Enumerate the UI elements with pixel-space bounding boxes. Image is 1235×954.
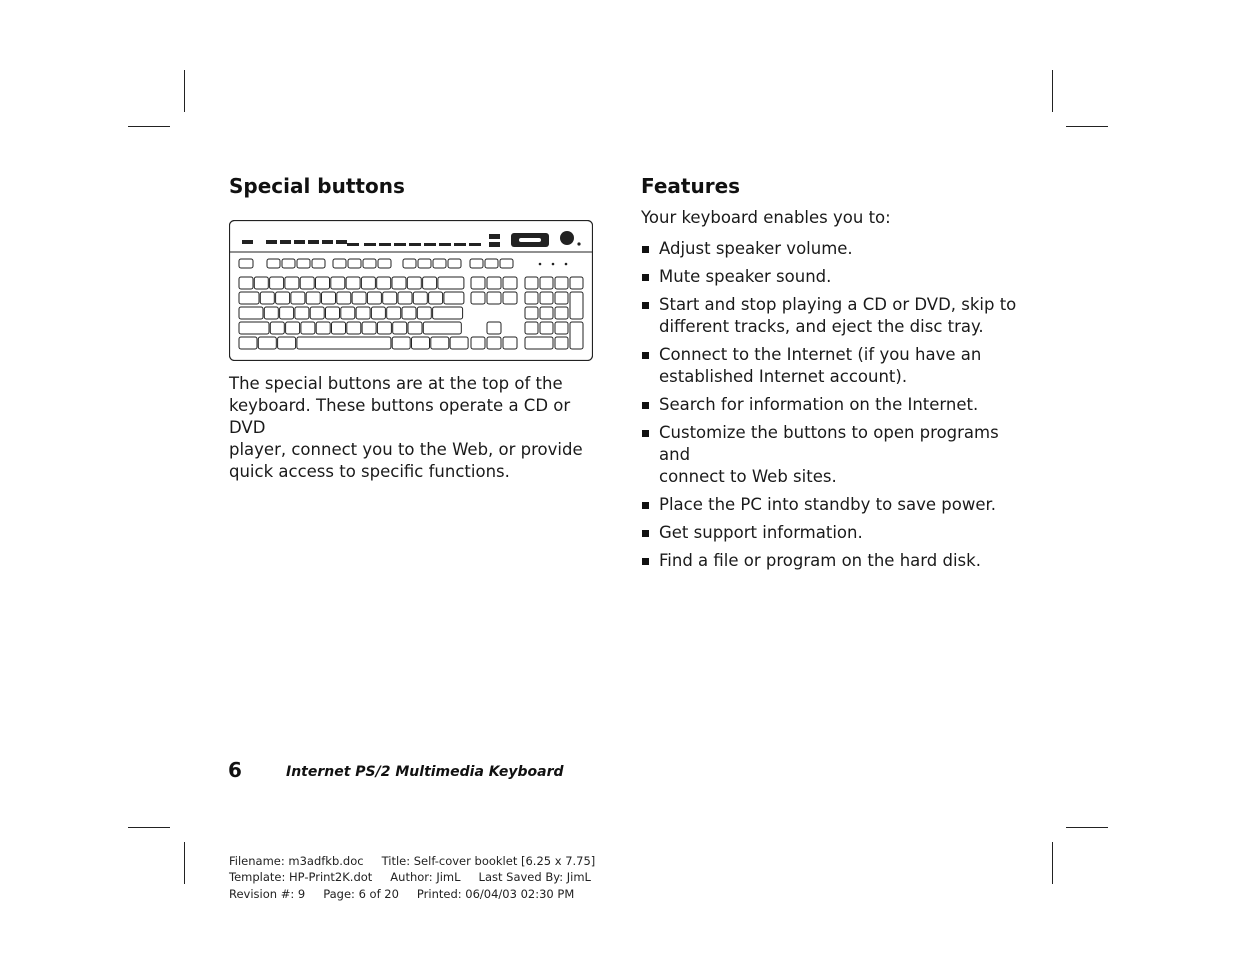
- keyboard-key: [570, 277, 583, 289]
- feature-text-line: Customize the buttons to open programs and: [659, 423, 999, 464]
- metadata-line: [229, 869, 609, 885]
- special-button: [336, 240, 347, 244]
- keyboard-key: [341, 307, 355, 319]
- special-button: [347, 243, 359, 246]
- keyboard-key: [503, 277, 517, 289]
- keyboard-key: [352, 292, 366, 304]
- keyboard-key: [264, 307, 278, 319]
- feature-text-line: Connect to the Internet (if you have an: [659, 345, 982, 364]
- led-indicator: [552, 263, 554, 265]
- keyboard-key: [387, 307, 401, 319]
- keyboard-key: [280, 307, 294, 319]
- feature-text-line: Get support information.: [659, 523, 863, 542]
- keyboard-key: [407, 277, 421, 289]
- keyboard-key: [297, 337, 391, 349]
- keyboard-key: [570, 322, 583, 349]
- keyboard-key: [525, 292, 538, 304]
- metadata-line: [229, 886, 592, 902]
- keyboard-key: [239, 277, 253, 289]
- keyboard-key: [444, 292, 464, 304]
- keyboard-key: [282, 259, 295, 268]
- keyboard-key: [555, 292, 568, 304]
- feature-item: [641, 550, 1021, 572]
- bullet-square-icon: [642, 530, 649, 537]
- feature-item: [641, 294, 1021, 338]
- special-button: [308, 240, 319, 244]
- keyboard-key: [471, 337, 485, 349]
- feature-item: [641, 422, 1021, 488]
- bullet-square-icon: [642, 402, 649, 409]
- bullet-square-icon: [642, 430, 649, 437]
- keyboard-key: [300, 277, 314, 289]
- keyboard-key: [312, 259, 325, 268]
- crop-mark: [1066, 126, 1108, 127]
- keyboard-key: [260, 292, 274, 304]
- keyboard-key: [316, 277, 330, 289]
- keyboard-key: [301, 322, 315, 334]
- keyboard-key: [239, 259, 253, 268]
- special-button: [294, 240, 305, 244]
- keyboard-key: [485, 259, 498, 268]
- keyboard-key: [310, 307, 324, 319]
- keyboard-key: [433, 259, 446, 268]
- keyboard-key: [267, 259, 280, 268]
- crop-mark: [1052, 70, 1053, 112]
- keyboard-key: [525, 337, 553, 349]
- keyboard-key: [362, 322, 376, 334]
- crop-mark: [1052, 842, 1053, 884]
- keyboard-key: [356, 307, 370, 319]
- feature-item: [641, 394, 1021, 416]
- meta-title: Title: Self-cover booklet [6.25 x 7.75]: [381, 854, 596, 868]
- keyboard-key: [392, 337, 410, 349]
- crop-mark: [184, 70, 185, 112]
- special-button: [489, 242, 500, 247]
- crop-mark: [128, 126, 170, 127]
- features-list: [641, 238, 1021, 578]
- paragraph-line: keyboard. These buttons operate a CD or DVD: [229, 396, 571, 437]
- led-indicator: [565, 263, 567, 265]
- keyboard-key: [270, 322, 284, 334]
- keyboard-key: [371, 307, 385, 319]
- keyboard-key: [347, 322, 361, 334]
- crop-mark: [184, 842, 185, 884]
- keyboard-key: [239, 307, 263, 319]
- feature-text-line: Adjust speaker volume.: [659, 239, 853, 258]
- keyboard-key: [503, 292, 517, 304]
- keyboard-key: [503, 337, 517, 349]
- feature-text-line: Mute speaker sound.: [659, 267, 832, 286]
- keyboard-key: [276, 292, 290, 304]
- keyboard-key: [429, 292, 443, 304]
- paragraph-line: player, connect you to the Web, or provide: [229, 440, 583, 459]
- bullet-square-icon: [642, 558, 649, 565]
- keyboard-key: [525, 277, 538, 289]
- paragraph-line: quick access to specific functions.: [229, 462, 510, 481]
- keyboard-key: [361, 277, 375, 289]
- keyboard-key: [471, 292, 485, 304]
- keyboard-key: [431, 337, 449, 349]
- keyboard-key: [487, 292, 501, 304]
- keyboard-key: [448, 259, 461, 268]
- keyboard-key: [286, 322, 300, 334]
- feature-text-line: Start and stop playing a CD or DVD, skip to: [659, 295, 1017, 314]
- keyboard-key: [403, 259, 416, 268]
- bullet-square-icon: [642, 352, 649, 359]
- keyboard-key: [417, 307, 431, 319]
- keyboard-key: [346, 277, 360, 289]
- keyboard-key: [297, 259, 310, 268]
- keyboard-key: [555, 337, 568, 349]
- special-button: [242, 240, 253, 244]
- keyboard-key: [306, 292, 320, 304]
- volume-knob-icon: [560, 231, 574, 245]
- keyboard-key: [285, 277, 299, 289]
- feature-text-line: Find a file or program on the hard disk.: [659, 551, 981, 570]
- keyboard-key: [392, 277, 406, 289]
- keyboard-key: [450, 337, 468, 349]
- keyboard-key: [408, 322, 422, 334]
- keyboard-key: [500, 259, 513, 268]
- keyboard-key: [377, 322, 391, 334]
- special-button: [454, 243, 466, 246]
- special-button: [379, 243, 391, 246]
- keyboard-key: [295, 307, 309, 319]
- keyboard-key: [487, 337, 501, 349]
- keyboard-key: [363, 259, 376, 268]
- special-button: [489, 234, 500, 239]
- keyboard-key: [540, 292, 553, 304]
- keyboard-key: [471, 277, 485, 289]
- keyboard-key: [398, 292, 412, 304]
- metadata-line: [229, 853, 613, 869]
- keyboard-key: [337, 292, 351, 304]
- bullet-square-icon: [642, 502, 649, 509]
- keyboard-key: [378, 259, 391, 268]
- indicator-dot: [577, 242, 580, 245]
- feature-item: [641, 266, 1021, 288]
- keyboard-key: [555, 322, 568, 334]
- meta-last-saved: Last Saved By: JimL: [478, 870, 591, 884]
- feature-item: [641, 522, 1021, 544]
- keyboard-key: [331, 277, 345, 289]
- meta-printed: Printed: 06/04/03 02:30 PM: [416, 887, 575, 901]
- crop-mark: [128, 827, 170, 828]
- keyboard-key: [423, 322, 461, 334]
- keyboard-key: [326, 307, 340, 319]
- keyboard-key: [540, 277, 553, 289]
- section-heading-special-buttons: Special buttons: [229, 174, 405, 198]
- bullet-square-icon: [642, 302, 649, 309]
- keyboard-key: [383, 292, 397, 304]
- keyboard-key: [525, 307, 538, 319]
- special-button: [439, 243, 451, 246]
- bullet-square-icon: [642, 274, 649, 281]
- paragraph-line: The special buttons are at the top of the: [229, 374, 563, 393]
- keyboard-illustration: [229, 220, 593, 361]
- keyboard-key: [418, 259, 431, 268]
- keyboard-key: [413, 292, 427, 304]
- keyboard-key: [555, 307, 568, 319]
- keyboard-key: [316, 322, 330, 334]
- special-button: [424, 243, 436, 246]
- keyboard-key: [278, 337, 296, 349]
- feature-item: [641, 238, 1021, 260]
- keyboard-key: [470, 259, 483, 268]
- keyboard-key: [433, 307, 463, 319]
- feature-text-line: connect to Web sites.: [659, 467, 837, 486]
- keyboard-key: [393, 322, 407, 334]
- keyboard-key: [540, 307, 553, 319]
- keyboard-key: [377, 277, 391, 289]
- special-button: [322, 240, 333, 244]
- keyboard-key: [239, 337, 257, 349]
- meta-filename: Filename: m3adfkb.doc: [229, 854, 364, 868]
- keyboard-key: [402, 307, 416, 319]
- page-number: 6: [228, 758, 242, 782]
- keyboard-key: [423, 277, 437, 289]
- special-button: [469, 243, 481, 246]
- meta-page: Page: 6 of 20: [323, 887, 399, 901]
- button-slot: [519, 238, 541, 242]
- keyboard-key: [291, 292, 305, 304]
- feature-text-line: Place the PC into standby to save power.: [659, 495, 997, 514]
- feature-text-line: established Internet account).: [659, 367, 908, 386]
- keyboard-key: [258, 337, 276, 349]
- keyboard-key: [254, 277, 268, 289]
- special-buttons-description: [229, 373, 599, 483]
- keyboard-key: [332, 322, 346, 334]
- feature-item: [641, 344, 1021, 388]
- special-button: [364, 243, 376, 246]
- special-button: [280, 240, 291, 244]
- keyboard-key: [525, 322, 538, 334]
- special-button: [409, 243, 421, 246]
- features-intro: Your keyboard enables you to:: [641, 208, 891, 227]
- feature-item: [641, 494, 1021, 516]
- keyboard-key: [487, 277, 501, 289]
- keyboard-key: [555, 277, 568, 289]
- meta-author: Author: JimL: [390, 870, 461, 884]
- keyboard-key: [438, 277, 464, 289]
- keyboard-key: [239, 322, 269, 334]
- feature-text-line: different tracks, and eject the disc tray.: [659, 317, 984, 336]
- keyboard-key: [540, 322, 553, 334]
- running-title: Internet PS/2 Multimedia Keyboard: [286, 764, 564, 780]
- feature-text-line: Search for information on the Internet.: [659, 395, 979, 414]
- keyboard-key: [270, 277, 284, 289]
- special-button: [266, 240, 277, 244]
- keyboard-key: [322, 292, 336, 304]
- meta-template: Template: HP-Print2K.dot: [229, 870, 373, 884]
- bullet-square-icon: [642, 246, 649, 253]
- crop-mark: [1066, 827, 1108, 828]
- keyboard-key: [412, 337, 430, 349]
- keyboard-key: [367, 292, 381, 304]
- keyboard-key: [487, 322, 501, 334]
- special-button: [394, 243, 406, 246]
- keyboard-key: [239, 292, 259, 304]
- section-heading-features: Features: [641, 174, 741, 198]
- keyboard-key: [348, 259, 361, 268]
- led-indicator: [539, 263, 541, 265]
- keyboard-key: [333, 259, 346, 268]
- keyboard-key: [570, 292, 583, 319]
- meta-revision: Revision #: 9: [229, 887, 306, 901]
